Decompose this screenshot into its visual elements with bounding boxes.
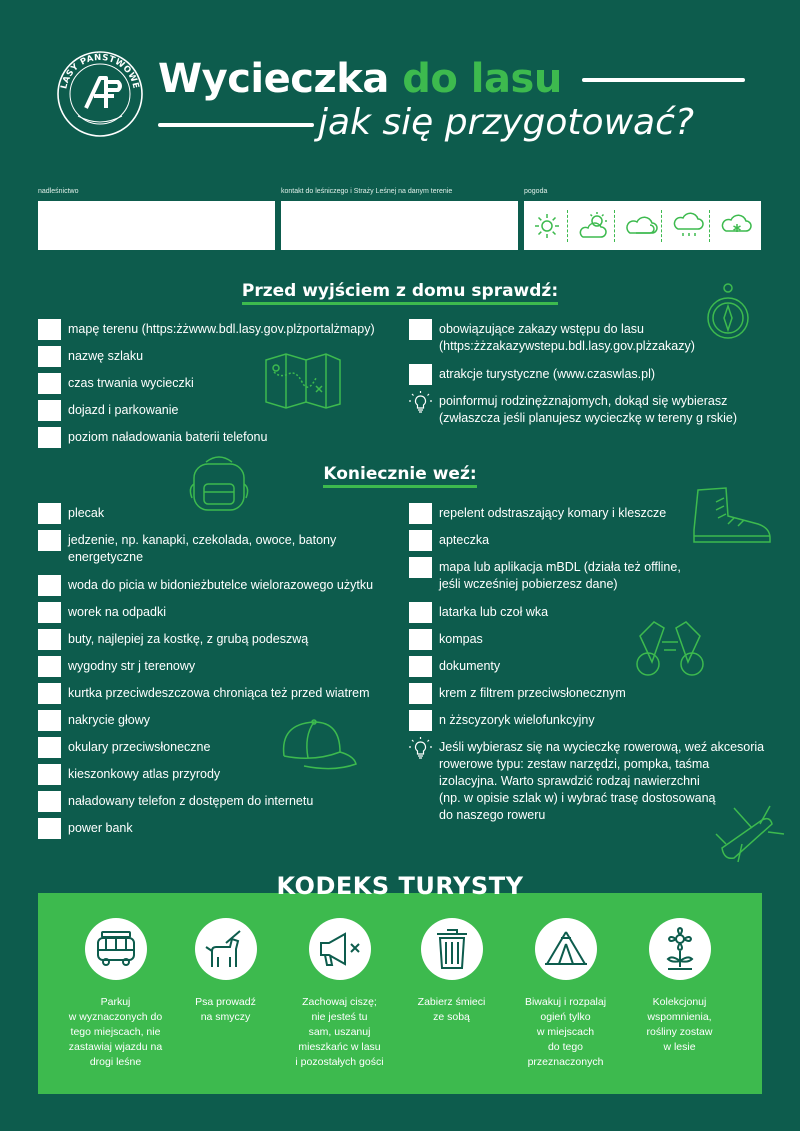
page-subtitle: jak się przygotować? [318, 102, 694, 143]
pogoda-label: pogoda [524, 188, 548, 195]
checklist-item-label: n żżscyzoryk wielofunkcyjny [439, 713, 595, 727]
checklist-item [409, 631, 769, 650]
tent-icon [535, 918, 597, 980]
checklist-item-label: mapa lub aplikacja mBDL (działa też offline, jeśli wcześniej pobierzesz dane) [439, 560, 681, 591]
kodeks-rule-text: Biwakuj i rozpalaj ogień tylko w miejscach do tego przeznaczonych [524, 996, 607, 1068]
checkbox[interactable] [38, 346, 61, 367]
nadlesnictwo-label: nadleśnictwo [38, 188, 79, 195]
svg-text:LASY PAŃSTWOWE: LASY PAŃSTWOWE [59, 52, 141, 90]
checklist-item-label: nazwę szlaku [68, 349, 144, 363]
checklist-item [38, 604, 398, 623]
checkbox[interactable] [38, 629, 61, 650]
cloud-icon[interactable] [622, 210, 662, 242]
compass-icon [706, 282, 750, 344]
checkbox[interactable] [38, 373, 61, 394]
checkbox[interactable] [409, 656, 432, 677]
checkbox[interactable] [38, 602, 61, 623]
checklist-item [38, 532, 398, 566]
checklist-item-label: naładowany telefon z dostępem do internetu [68, 794, 314, 808]
checklist-item-label: dokumenty [439, 659, 501, 673]
checklist-item-label: wygodny str j terenowy [68, 659, 196, 673]
page-title: Wycieczka do lasu [158, 56, 562, 102]
checklist-item [38, 793, 398, 812]
sun-cloud-icon[interactable] [575, 210, 615, 242]
checkbox[interactable] [409, 602, 432, 623]
kodeks-rule-text: Zachowaj ciszę; nie jesteś tu sam, uszanuj mieszkańc w lasu i pozostałych gości [295, 996, 384, 1068]
checkbox[interactable] [409, 629, 432, 650]
checkbox[interactable] [38, 683, 61, 704]
checkbox[interactable] [38, 503, 61, 524]
checklist-item-label: buty, najlepiej za kostkę, z grubą podeszwą [68, 632, 309, 646]
section-heading-wez: Koniecznie weź: [0, 464, 800, 484]
checklist-item-label: kieszonkowy atlas przyrody [68, 767, 221, 781]
binoculars-icon [634, 618, 706, 678]
trash-bin-icon [421, 918, 483, 980]
checkbox[interactable] [38, 710, 61, 731]
checklist-item [38, 321, 398, 340]
car-icon [85, 918, 147, 980]
checklist-item-label: kompas [439, 632, 483, 646]
checkbox[interactable] [409, 503, 432, 524]
checklist-item-label: obowiązujące zakazy wstępu do lasu (https:żżzakazywstepu.bdl.lasy.gov.plżzakazy) [439, 322, 695, 353]
checklist-item-label: poinformuj rodzinężznajomych, dokąd się wybierasz (zwłaszcza jeśli planujesz wycieczkę w tereny g rskie) [439, 394, 738, 425]
checklist-item [409, 604, 769, 623]
checklist-item-label: nakrycie głowy [68, 713, 150, 727]
kontakt-field[interactable] [281, 201, 518, 250]
flower-icon [649, 918, 711, 980]
checklist-item-label: jedzenie, np. kanapki, czekolada, owoce, batony energetyczne [68, 533, 337, 564]
title-rule-right [582, 78, 745, 82]
checkbox[interactable] [38, 764, 61, 785]
checklist-item [38, 658, 398, 677]
checklist-item [38, 402, 398, 421]
boot-icon [688, 486, 774, 548]
kodeks-rule-text: Parkuj w wyznaczonych do tego miejscach, nie zastawiaj wjazdu na drogi leśne [68, 996, 163, 1068]
checkbox[interactable] [38, 319, 61, 340]
map-icon [262, 352, 344, 410]
lightbulb-icon [409, 737, 432, 758]
checklist-item [38, 348, 398, 367]
checklist-item-label: power bank [68, 821, 133, 835]
checklist-item-label: atrakcje turystyczne (www.czaswlas.pl) [439, 367, 656, 381]
kontakt-label: kontakt do leśniczego i Straży Leśnej na danym terenie [281, 188, 453, 195]
checklist-item [409, 658, 769, 677]
title-rule-left [158, 123, 314, 127]
checkbox[interactable] [409, 710, 432, 731]
checklist-item [38, 685, 398, 704]
checkbox[interactable] [409, 557, 432, 578]
checklist-item [38, 577, 398, 596]
checklist-item-label: dojazd i parkowanie [68, 403, 179, 417]
kodeks-title: KODEKS TURYSTY [276, 872, 524, 900]
checkbox[interactable] [409, 530, 432, 551]
muted-megaphone-icon [309, 918, 371, 980]
checklist-item [409, 366, 769, 385]
lightbulb-icon [409, 391, 432, 412]
checkbox[interactable] [38, 791, 61, 812]
checkbox[interactable] [38, 737, 61, 758]
checklist-item [38, 375, 398, 394]
pogoda-field[interactable] [524, 201, 761, 250]
checklist-item-label: plecak [68, 506, 105, 520]
checklist-item-label: mapę terenu (https:żżwww.bdl.lasy.gov.plżportalżmapy) [68, 322, 375, 336]
checkbox[interactable] [38, 656, 61, 677]
checkbox[interactable] [409, 364, 432, 385]
snow-cloud-icon[interactable] [717, 210, 757, 242]
checklist-item-label: krem z filtrem przeciwsłonecznym [439, 686, 626, 700]
checklist-item-label: Jeśli wybierasz się na wycieczkę rowerową, weź akcesoria rowerowe typu: zestaw narzędzi, pompka, taśma izolacyjna. Warto sprawdzić rodzaj nawierzchni (np. w opisie szlak w) i wybrać trasę dostosowaną do naszego roweru [439, 740, 765, 822]
section-heading-przed: Przed wyjściem z domu sprawdź: [0, 281, 800, 301]
lasy-panstwowe-logo [56, 50, 144, 138]
backpack-icon [186, 454, 252, 518]
checklist-item [38, 820, 398, 839]
checkbox[interactable] [38, 530, 61, 551]
checklist-item [409, 559, 769, 593]
checklist-item-label: woda do picia w bidonieżbutelce wielorazowego użytku [68, 578, 374, 592]
checklist-item-label: okulary przeciwsłoneczne [68, 740, 211, 754]
checkbox[interactable] [38, 818, 61, 839]
checklist-item [38, 429, 398, 448]
rain-cloud-icon[interactable] [670, 210, 710, 242]
checkbox[interactable] [38, 575, 61, 596]
checklist-item [409, 393, 769, 427]
checkbox[interactable] [409, 319, 432, 340]
dog-on-leash-icon [195, 918, 257, 980]
nadlesnictwo-field[interactable] [38, 201, 275, 250]
pocket-knife-icon [712, 804, 786, 866]
checkbox[interactable] [409, 683, 432, 704]
checklist-item [409, 712, 769, 731]
checklist-item-label: repelent odstraszający komary i kleszcze [439, 506, 667, 520]
kodeks-rule-text: Zabierz śmieci ze sobą [417, 996, 486, 1023]
checklist-item-label: apteczka [439, 533, 490, 547]
checklist-item [38, 631, 398, 650]
kodeks-rule-text: Psa prowadź na smyczy [195, 996, 256, 1023]
checklist-item-label: kurtka przeciwdeszczowa chroniąca też przed wiatrem [68, 686, 370, 700]
checkbox[interactable] [38, 427, 61, 448]
checklist-item-label: latarka lub czoł wka [439, 605, 549, 619]
cap-icon [274, 716, 360, 774]
checklist-item-label: czas trwania wycieczki [68, 376, 194, 390]
kodeks-rule-text: Kolekcjonuj wspomnienia, rośliny zostaw w lesie [646, 996, 713, 1053]
sun-icon[interactable] [528, 210, 568, 242]
checklist-item [409, 685, 769, 704]
checklist-item-label: poziom naładowania baterii telefonu [68, 430, 268, 444]
checkbox[interactable] [38, 400, 61, 421]
checklist-item-label: worek na odpadki [68, 605, 166, 619]
